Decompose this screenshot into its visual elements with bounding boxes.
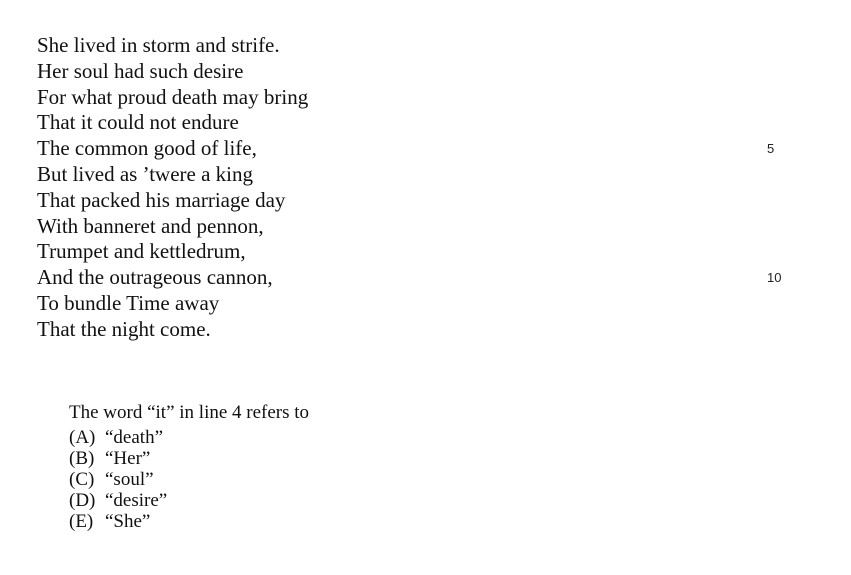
poem-line-text: The common good of life, bbox=[37, 136, 257, 161]
answer-choice-c[interactable] bbox=[69, 469, 309, 490]
choice-letter: (B) bbox=[69, 448, 95, 469]
choice-letter: (A) bbox=[69, 427, 96, 448]
poem-line-11 bbox=[37, 291, 817, 317]
poem-line-8 bbox=[37, 214, 817, 240]
answer-choice-b[interactable] bbox=[69, 448, 309, 469]
poem-line-text: But lived as ’twere a king bbox=[37, 161, 253, 186]
poem-line-6 bbox=[37, 162, 817, 188]
poem-line-text: That the night come. bbox=[37, 316, 211, 341]
poem-line-text: That packed his marriage day bbox=[37, 187, 286, 212]
poem-line-1 bbox=[37, 33, 817, 59]
poem-line-text: Trumpet and kettledrum, bbox=[37, 239, 246, 264]
answer-choice-e[interactable] bbox=[69, 511, 309, 532]
poem-line-text: For what proud death may bring bbox=[37, 84, 309, 109]
choice-text: “soul” bbox=[105, 469, 154, 490]
line-number-5: 5 bbox=[767, 141, 775, 157]
answer-choice-a[interactable] bbox=[69, 427, 309, 448]
question-block bbox=[69, 398, 309, 532]
poem-line-7 bbox=[37, 188, 817, 214]
poem-line-5 bbox=[37, 136, 817, 162]
choice-letter: (C) bbox=[69, 469, 95, 490]
poem-line-text: And the outrageous cannon, bbox=[37, 265, 273, 290]
poem-line-text: To bundle Time away bbox=[37, 290, 220, 315]
poem-line-text: She lived in storm and strife. bbox=[37, 33, 280, 57]
answer-choice-d[interactable] bbox=[69, 490, 309, 511]
answer-choices bbox=[69, 427, 309, 532]
choice-text: “desire” bbox=[105, 490, 168, 511]
poem-line-3 bbox=[37, 85, 817, 111]
poem-line-9 bbox=[37, 239, 817, 265]
choice-text: “Her” bbox=[105, 448, 151, 469]
choice-letter: (D) bbox=[69, 490, 96, 511]
choice-text: “She” bbox=[105, 511, 151, 532]
poem-line-text: That it could not endure bbox=[37, 110, 239, 135]
choice-letter: (E) bbox=[69, 511, 94, 532]
poem-line-2 bbox=[37, 59, 817, 85]
line-number-10: 10 bbox=[767, 270, 782, 286]
poem-line-12 bbox=[37, 317, 817, 343]
poem-line-10 bbox=[37, 265, 817, 291]
poem-line-text: With banneret and pennon, bbox=[37, 213, 264, 238]
poem bbox=[37, 33, 817, 343]
question-stem: The word “it” in line 4 refers to bbox=[69, 402, 310, 423]
choice-text: “death” bbox=[105, 427, 164, 448]
poem-line-4 bbox=[37, 110, 817, 136]
poem-line-text: Her soul had such desire bbox=[37, 58, 244, 83]
